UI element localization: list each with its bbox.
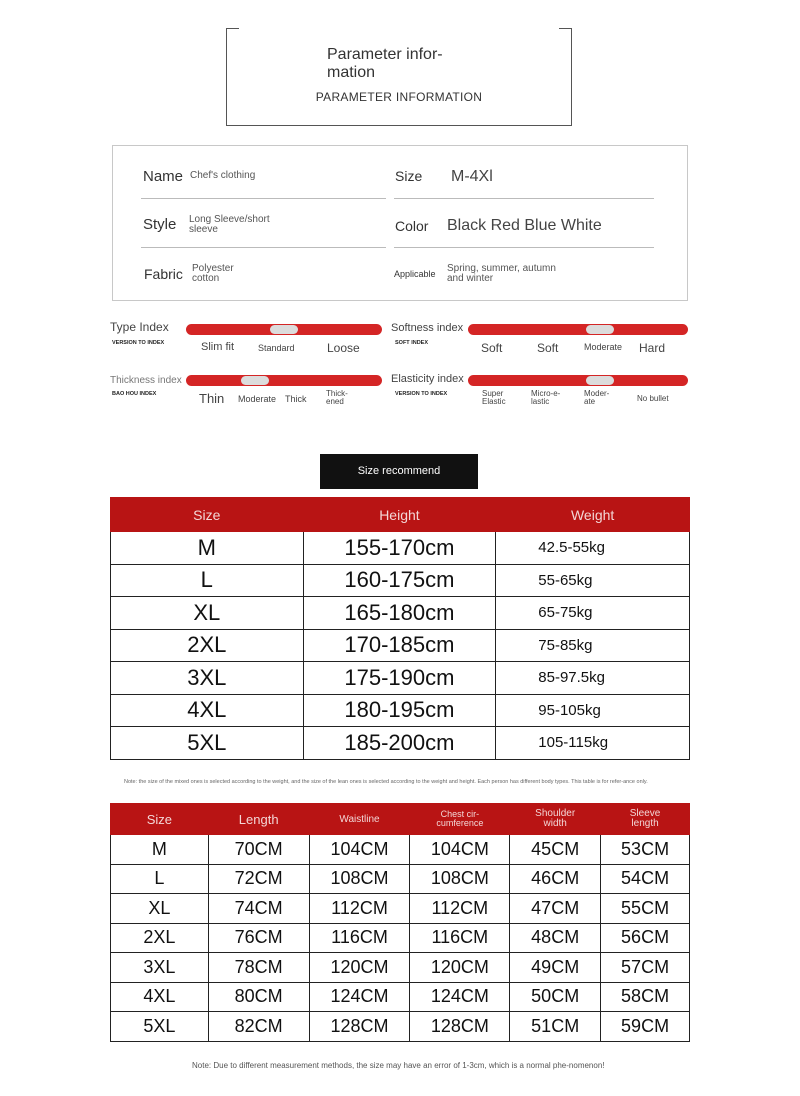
header-cell: Length xyxy=(208,804,309,835)
size-cell: 2XL xyxy=(111,629,304,662)
weight-cell: 42.5-55kg xyxy=(496,532,690,565)
chest-cell: 116CM xyxy=(410,923,510,953)
waistline-cell: 108CM xyxy=(309,864,410,894)
header-cell: Weight xyxy=(496,498,690,532)
weight-cell: 95-105kg xyxy=(496,694,690,727)
fabric-value: Polyester cotton xyxy=(192,263,234,284)
size-recommend-note: Note: the size of the mixed ones is selected according to the weight, and the size of the lean ones is selected according to the weight and height. Each person has different body types. This table is for refer-ance only. xyxy=(124,779,648,785)
thickness-index-title: Thickness index xyxy=(110,375,182,386)
shoulder-cell: 47CM xyxy=(510,894,601,924)
size-cell: L xyxy=(111,564,304,597)
sleeve-cell: 54CM xyxy=(601,864,690,894)
height-cell: 155-170cm xyxy=(303,532,496,565)
size-cell: 4XL xyxy=(111,982,209,1012)
waistline-cell: 128CM xyxy=(309,1012,410,1042)
size-cell: 5XL xyxy=(111,727,304,760)
type-index-sub: VERSION TO INDEX xyxy=(112,340,165,346)
thickness-option: Thin xyxy=(199,391,225,406)
name-value: Chef's clothing xyxy=(190,170,256,181)
sleeve-cell: 56CM xyxy=(601,923,690,953)
elasticity-index-knob xyxy=(586,376,614,385)
table-header-row xyxy=(111,498,690,532)
length-cell: 80CM xyxy=(208,982,309,1012)
softness-index-sub: SOFT INDEX xyxy=(395,340,429,346)
chest-cell: 124CM xyxy=(410,982,510,1012)
elasticity-index-bar xyxy=(468,375,688,386)
header-title: Parameter infor- mation xyxy=(327,46,443,81)
sleeve-cell: 55CM xyxy=(601,894,690,924)
type-index-knob xyxy=(270,325,298,334)
header-cell: Waistline xyxy=(309,804,410,835)
elasticity-option: Super Elastic xyxy=(482,389,506,406)
weight-cell: 65-75kg xyxy=(496,597,690,630)
chest-cell: 128CM xyxy=(410,1012,510,1042)
table-row xyxy=(111,982,690,1012)
thickness-option: Thick xyxy=(285,394,307,404)
shoulder-cell: 48CM xyxy=(510,923,601,953)
sleeve-cell: 59CM xyxy=(601,1012,690,1042)
height-cell: 160-175cm xyxy=(303,564,496,597)
chest-cell: 120CM xyxy=(410,953,510,983)
size-value: M-4Xl xyxy=(451,168,493,185)
height-cell: 180-195cm xyxy=(303,694,496,727)
waistline-cell: 124CM xyxy=(309,982,410,1012)
size-cell: M xyxy=(111,835,209,865)
header-cell: Chest cir- cumference xyxy=(410,804,510,835)
thickness-index-knob xyxy=(241,376,269,385)
sleeve-cell: 58CM xyxy=(601,982,690,1012)
length-cell: 76CM xyxy=(208,923,309,953)
header-subtitle: PARAMETER INFORMATION xyxy=(315,90,483,104)
thickness-index-bar xyxy=(186,375,382,386)
product-info-box xyxy=(112,145,688,301)
name-label: Name xyxy=(143,168,184,185)
length-cell: 78CM xyxy=(208,953,309,983)
shoulder-cell: 51CM xyxy=(510,1012,601,1042)
divider xyxy=(141,247,386,248)
weight-cell: 75-85kg xyxy=(496,629,690,662)
elasticity-option: No bullet xyxy=(637,394,669,403)
divider xyxy=(141,198,386,199)
size-cell: XL xyxy=(111,894,209,924)
softness-index-bar xyxy=(468,324,688,335)
table-row xyxy=(111,727,690,760)
length-cell: 82CM xyxy=(208,1012,309,1042)
header-cell: Size xyxy=(111,498,304,532)
thickness-option: Thick- ened xyxy=(326,389,348,406)
height-cell: 165-180cm xyxy=(303,597,496,630)
type-index-bar xyxy=(186,324,382,335)
table-header-row xyxy=(111,804,690,835)
softness-option: Moderate xyxy=(584,342,623,352)
length-cell: 70CM xyxy=(208,835,309,865)
size-cell: 5XL xyxy=(111,1012,209,1042)
shoulder-cell: 49CM xyxy=(510,953,601,983)
size-cell: L xyxy=(111,864,209,894)
divider xyxy=(394,247,654,248)
elasticity-index-sub: VERSION TO INDEX xyxy=(395,391,448,397)
table-row xyxy=(111,629,690,662)
table-row xyxy=(111,953,690,983)
table-row xyxy=(111,662,690,695)
applicable-value: Spring, summer, autumn and winter xyxy=(447,263,556,284)
size-recommend-button: Size recommend xyxy=(320,454,478,489)
height-cell: 185-200cm xyxy=(303,727,496,760)
chest-cell: 108CM xyxy=(410,864,510,894)
applicable-label: Applicable xyxy=(394,269,436,279)
size-recommend-table xyxy=(110,497,690,760)
color-label: Color xyxy=(395,218,429,234)
softness-index-title: Softness index xyxy=(391,322,464,334)
sleeve-cell: 57CM xyxy=(601,953,690,983)
color-value: Black Red Blue White xyxy=(447,217,602,234)
size-cell: XL xyxy=(111,597,304,630)
elasticity-option: Micro-e- lastic xyxy=(531,389,561,406)
softness-option: Soft xyxy=(481,341,503,355)
table-row xyxy=(111,564,690,597)
height-cell: 170-185cm xyxy=(303,629,496,662)
type-option: Loose xyxy=(327,341,360,355)
softness-option: Hard xyxy=(639,341,666,355)
thickness-index-sub: BAO HOU INDEX xyxy=(112,391,157,397)
header-cell: Shoulder width xyxy=(510,804,601,835)
table-row xyxy=(111,864,690,894)
length-cell: 74CM xyxy=(208,894,309,924)
measurement-table xyxy=(110,803,690,1042)
divider xyxy=(394,198,654,199)
measurement-note: Note: Due to different measurement methods, the size may have an error of 1-3cm, which is a normal phe-nomenon! xyxy=(192,1061,605,1070)
table-row xyxy=(111,835,690,865)
weight-cell: 85-97.5kg xyxy=(496,662,690,695)
size-cell: 3XL xyxy=(111,662,304,695)
table-row xyxy=(111,894,690,924)
shoulder-cell: 45CM xyxy=(510,835,601,865)
shoulder-cell: 50CM xyxy=(510,982,601,1012)
header-cell: Size xyxy=(111,804,209,835)
sleeve-cell: 53CM xyxy=(601,835,690,865)
waistline-cell: 112CM xyxy=(309,894,410,924)
thickness-option: Moderate xyxy=(238,394,277,404)
size-cell: 4XL xyxy=(111,694,304,727)
parameter-header xyxy=(226,28,572,126)
waistline-cell: 116CM xyxy=(309,923,410,953)
waistline-cell: 104CM xyxy=(309,835,410,865)
table-row xyxy=(111,597,690,630)
length-cell: 72CM xyxy=(208,864,309,894)
table-row xyxy=(111,694,690,727)
height-cell: 175-190cm xyxy=(303,662,496,695)
table-row xyxy=(111,1012,690,1042)
style-value: Long Sleeve/short sleeve xyxy=(189,214,270,235)
type-index-title: Type Index xyxy=(110,320,169,334)
weight-cell: 105-115kg xyxy=(496,727,690,760)
softness-index-knob xyxy=(586,325,614,334)
header-cell: Sleeve length xyxy=(601,804,690,835)
size-cell: 2XL xyxy=(111,923,209,953)
style-label: Style xyxy=(143,216,177,233)
table-row xyxy=(111,923,690,953)
type-option: Standard xyxy=(258,343,295,353)
type-option: Slim fit xyxy=(201,341,234,353)
elasticity-index-title: Elasticity index xyxy=(391,373,464,385)
elasticity-option: Moder- ate xyxy=(584,389,610,406)
chest-cell: 112CM xyxy=(410,894,510,924)
size-cell: 3XL xyxy=(111,953,209,983)
size-cell: M xyxy=(111,532,304,565)
softness-option: Soft xyxy=(537,341,559,355)
shoulder-cell: 46CM xyxy=(510,864,601,894)
table-row xyxy=(111,532,690,565)
weight-cell: 55-65kg xyxy=(496,564,690,597)
size-label: Size xyxy=(395,168,423,184)
chest-cell: 104CM xyxy=(410,835,510,865)
waistline-cell: 120CM xyxy=(309,953,410,983)
fabric-label: Fabric xyxy=(144,266,183,282)
header-cell: Height xyxy=(303,498,496,532)
